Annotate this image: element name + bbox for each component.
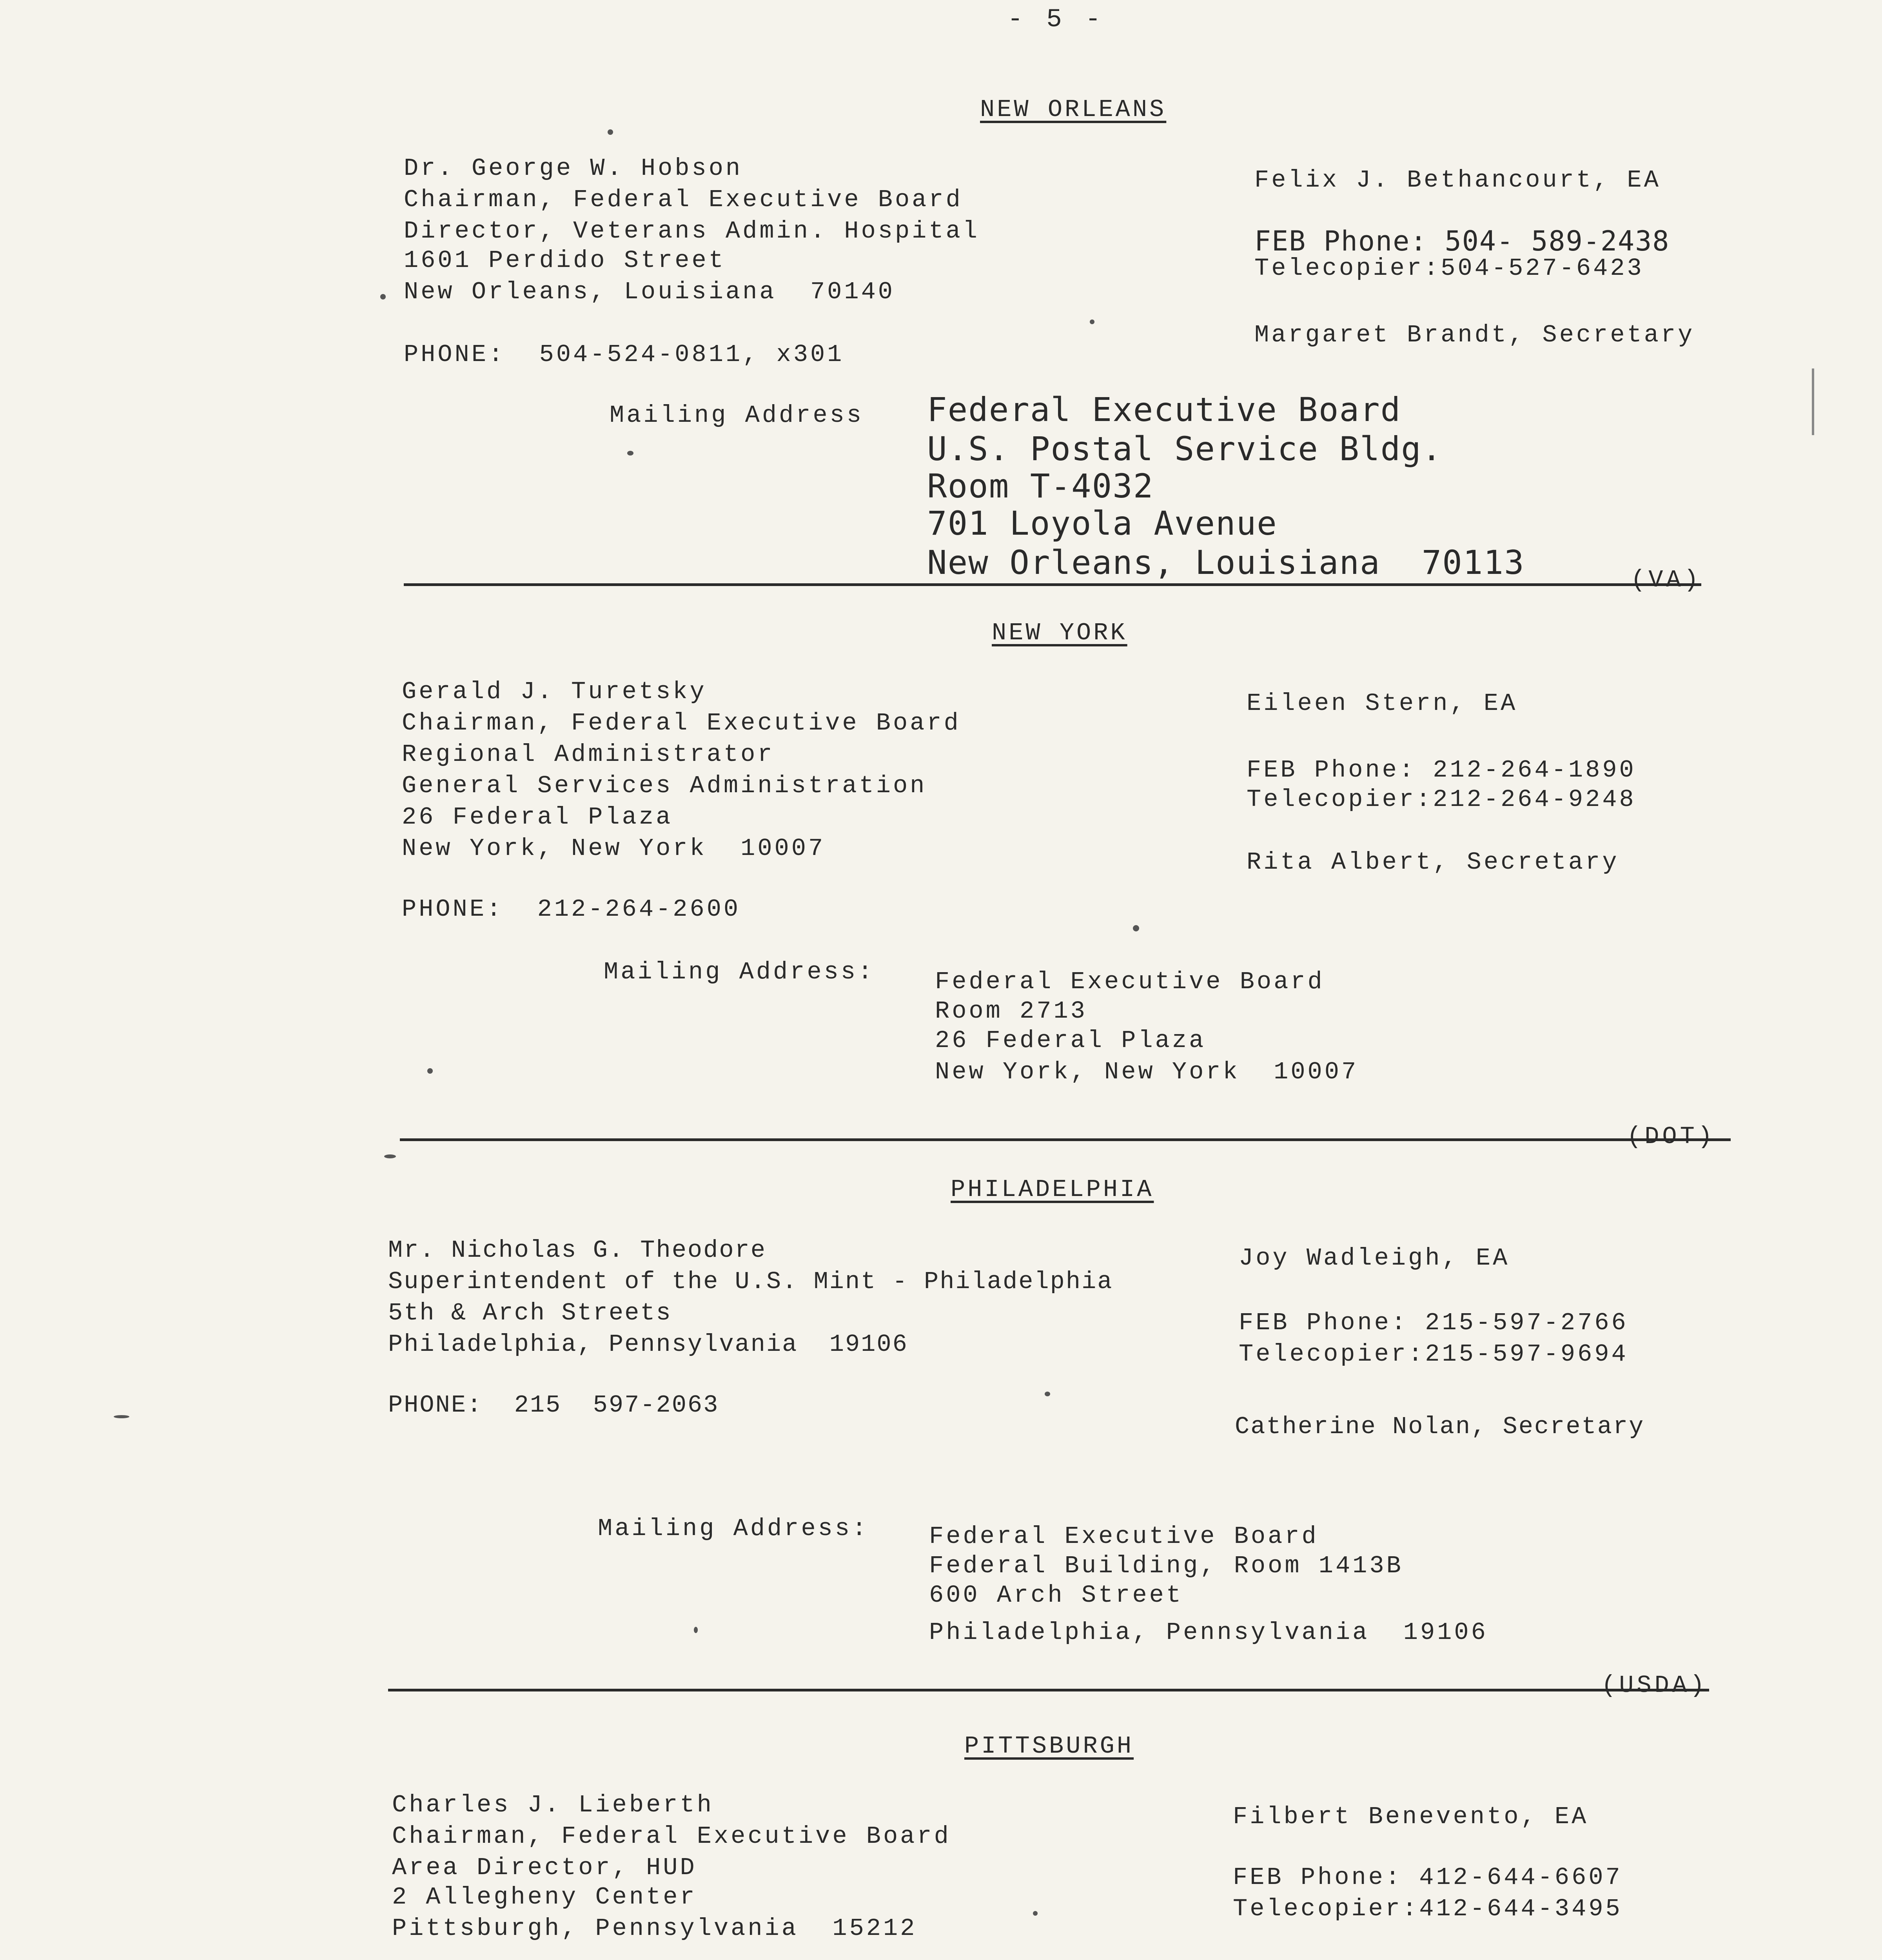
chair-line: General Services Administration — [402, 772, 927, 800]
section-heading: NEW ORLEANS — [980, 96, 1167, 123]
scan-speck — [380, 294, 386, 299]
mailing-line: Room T-4032 — [927, 467, 1154, 505]
executive-assistant: Felix J. Bethancourt, EA — [1254, 166, 1661, 194]
scan-speck — [384, 1154, 396, 1158]
telecopier: Telecopier:504-527-6423 — [1254, 254, 1644, 282]
mailing-line: 26 Federal Plaza — [935, 1027, 1206, 1054]
page-number: - 5 - — [1007, 5, 1105, 34]
mailing-line: U.S. Postal Service Bldg. — [927, 430, 1443, 468]
mailing-line: New Orleans, Louisiana 70113 — [927, 543, 1525, 582]
scan-speck — [1090, 319, 1094, 324]
section-divider — [388, 1689, 1709, 1691]
section-heading: PITTSBURGH — [964, 1732, 1134, 1760]
section-divider — [400, 1138, 1731, 1141]
chair-line: Chairman, Federal Executive Board — [392, 1822, 951, 1850]
feb-phone: FEB Phone: 412-644-6607 — [1233, 1864, 1622, 1891]
scan-speck — [427, 1068, 433, 1074]
telecopier: Telecopier:215-597-9694 — [1239, 1340, 1628, 1368]
secretary — [1233, 1958, 1622, 1960]
chair-line: 26 Federal Plaza — [402, 803, 673, 831]
chair-phone: PHONE: 212-264-2600 — [402, 895, 741, 923]
section-divider — [404, 583, 1701, 586]
feb-phone: FEB Phone: 215-597-2766 — [1239, 1309, 1628, 1337]
scan-speck — [1045, 1392, 1050, 1396]
mailing-address-label: Mailing Address: — [604, 958, 875, 986]
mailing-line: 701 Loyola Avenue — [927, 504, 1278, 543]
scan-speck — [1133, 925, 1139, 931]
mailing-line: Philadelphia, Pennsylvania 19106 — [929, 1619, 1488, 1646]
agency-code: (DOT) — [1627, 1123, 1716, 1151]
chair-phone: PHONE: 504-524-0811, x301 — [404, 341, 844, 368]
executive-assistant: Filbert Benevento, EA — [1233, 1803, 1589, 1831]
agency-code: (VA) — [1631, 566, 1702, 594]
chair-line: Mr. Nicholas G. Theodore — [388, 1236, 766, 1264]
scan-speck — [608, 129, 613, 135]
agency-code: (USDA) — [1601, 1671, 1708, 1699]
chair-line: Director, Veterans Admin. Hospital — [404, 217, 980, 245]
mailing-line: Federal Executive Board — [935, 968, 1325, 996]
secretary: Margaret Brandt, Secretary — [1254, 321, 1695, 349]
chair-line: 1601 Perdido Street — [404, 247, 726, 274]
mailing-address-label: Mailing Address: — [598, 1515, 869, 1543]
scan-speck — [1033, 1911, 1038, 1916]
mailing-line: Federal Building, Room 1413B — [929, 1552, 1403, 1580]
chair-phone: PHONE: 215 597-2063 — [388, 1391, 719, 1419]
chair-line: Area Director, HUD — [392, 1854, 697, 1882]
chair-line: Chairman, Federal Executive Board — [404, 186, 963, 214]
chair-line: Gerald J. Turetsky — [402, 678, 707, 706]
scan-speck — [114, 1415, 129, 1418]
chair-line: 2 Allegheny Center — [392, 1883, 697, 1911]
chair-line: 5th & Arch Streets — [388, 1299, 672, 1327]
chair-line: Superintendent of the U.S. Mint - Philadelphia — [388, 1268, 1113, 1296]
telecopier: Telecopier:412-644-3495 — [1233, 1895, 1622, 1923]
chair-line: New York, New York 10007 — [402, 835, 826, 862]
mailing-address-label: Mailing Address — [610, 401, 864, 429]
section-heading: NEW YORK — [992, 619, 1127, 647]
executive-assistant: Joy Wadleigh, EA — [1239, 1244, 1510, 1272]
mailing-line: Room 2713 — [935, 997, 1087, 1025]
chair-line: New Orleans, Louisiana 70140 — [404, 278, 895, 306]
mailing-line: New York, New York 10007 — [935, 1058, 1359, 1086]
scan-speck — [627, 451, 633, 456]
chair-line: Charles J. Lieberth — [392, 1791, 714, 1819]
mailing-line: Federal Executive Board — [929, 1523, 1319, 1550]
chair-line: Chairman, Federal Executive Board — [402, 709, 961, 737]
section-heading: PHILADELPHIA — [951, 1176, 1154, 1203]
chair-line: Regional Administrator — [402, 740, 775, 768]
mailing-line: Federal Executive Board — [927, 390, 1401, 429]
mailing-line: 600 Arch Street — [929, 1581, 1183, 1609]
feb-phone: FEB Phone: 504- 589-2438 — [1254, 225, 1670, 257]
scan-speck — [694, 1627, 698, 1633]
telecopier: Telecopier:212-264-9248 — [1247, 786, 1636, 813]
feb-phone: FEB Phone: 212-264-1890 — [1247, 756, 1636, 784]
secretary: Catherine Nolan, Secretary — [1235, 1413, 1645, 1441]
chair-line: Dr. George W. Hobson — [404, 154, 743, 182]
scan-mark — [1812, 368, 1814, 435]
executive-assistant: Eileen Stern, EA — [1247, 690, 1518, 717]
chair-line: Philadelphia, Pennsylvania 19106 — [388, 1330, 908, 1358]
secretary: Rita Albert, Secretary — [1247, 848, 1619, 876]
chair-line: Pittsburgh, Pennsylvania 15212 — [392, 1915, 917, 1942]
